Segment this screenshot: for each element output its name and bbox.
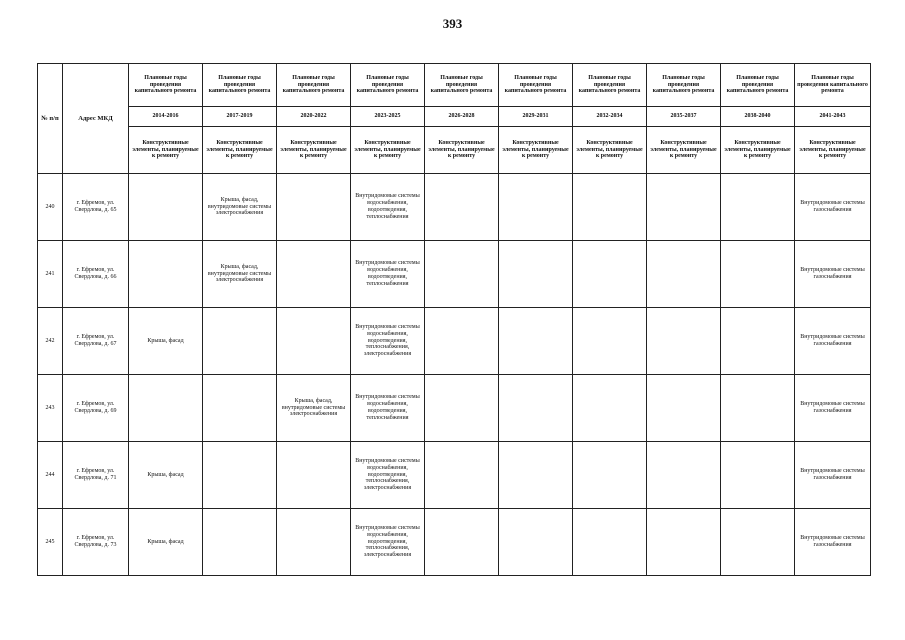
table-row bbox=[38, 375, 871, 442]
repair-elements-cell bbox=[721, 241, 795, 308]
repair-elements-cell bbox=[573, 308, 647, 375]
repair-elements-cell bbox=[277, 174, 351, 241]
repair-elements-cell bbox=[129, 375, 203, 442]
repair-elements-cell bbox=[277, 442, 351, 509]
table-row bbox=[38, 241, 871, 308]
header-elements-label: Конструктивные элементы, планируемые к ремонту bbox=[203, 127, 277, 174]
repair-elements-cell bbox=[647, 174, 721, 241]
repair-elements-cell bbox=[425, 174, 499, 241]
repair-elements-cell bbox=[647, 442, 721, 509]
header-plan-label: Плановые годы проведения капитального ремонта bbox=[499, 64, 573, 107]
row-address: г. Ефремов, ул. Свердлова, д. 66 bbox=[63, 241, 129, 308]
repair-elements-cell bbox=[573, 241, 647, 308]
repair-elements-cell: Крыша, фасад, внутридомовые системы электроснабжения bbox=[277, 375, 351, 442]
repair-elements-cell bbox=[499, 509, 573, 576]
header-elements-label: Конструктивные элементы, планируемые к ремонту bbox=[499, 127, 573, 174]
repair-elements-cell bbox=[721, 442, 795, 509]
repair-elements-cell bbox=[573, 509, 647, 576]
repair-elements-cell: Внутридомовые системы газоснабжения bbox=[795, 375, 871, 442]
header-years-label: 2038-2040 bbox=[721, 107, 795, 127]
repair-elements-cell: Внутридомовые системы газоснабжения bbox=[795, 241, 871, 308]
repair-elements-cell bbox=[647, 241, 721, 308]
repair-elements-cell: Внутридомовые системы водоснабжения, водоотведения, теплоснабжения bbox=[351, 174, 425, 241]
header-plan-label: Плановые годы проведения капитального ремонта bbox=[129, 64, 203, 107]
repair-elements-cell bbox=[277, 241, 351, 308]
repair-elements-cell bbox=[425, 509, 499, 576]
row-address: г. Ефремов, ул. Свердлова, д. 65 bbox=[63, 174, 129, 241]
column-header-number: № п/п bbox=[38, 64, 63, 174]
column-header-address: Адрес МКД bbox=[63, 64, 129, 174]
table-row bbox=[38, 174, 871, 241]
repair-elements-cell bbox=[721, 509, 795, 576]
repair-elements-cell: Крыша, фасад, внутридомовые системы электроснабжения bbox=[203, 241, 277, 308]
repair-elements-cell: Внутридомовые системы водоснабжения, водоотведения, теплоснабжения, электроснабжения bbox=[351, 442, 425, 509]
repair-elements-cell bbox=[721, 308, 795, 375]
header-plan-label: Плановые годы проведения капитального ремонта bbox=[277, 64, 351, 107]
repair-elements-cell: Внутридомовые системы водоснабжения, водоотведения, теплоснабжения bbox=[351, 375, 425, 442]
header-plan-label: Плановые годы проведения капитального ремонта bbox=[351, 64, 425, 107]
header-elements-label: Конструктивные элементы, планируемые к ремонту bbox=[721, 127, 795, 174]
table-body bbox=[38, 174, 871, 576]
repair-elements-cell bbox=[721, 174, 795, 241]
repair-elements-cell bbox=[129, 241, 203, 308]
repair-elements-cell: Внутридомовые системы газоснабжения bbox=[795, 174, 871, 241]
repair-elements-cell: Внутридомовые системы газоснабжения bbox=[795, 442, 871, 509]
header-years-label: 2041-2043 bbox=[795, 107, 871, 127]
repair-elements-cell bbox=[425, 375, 499, 442]
repair-elements-cell bbox=[277, 509, 351, 576]
repair-elements-cell: Крыша, фасад bbox=[129, 442, 203, 509]
header-elements-label: Конструктивные элементы, планируемые к ремонту bbox=[129, 127, 203, 174]
header-plan-label: Плановые годы проведения капитального ремонта bbox=[721, 64, 795, 107]
repair-elements-cell bbox=[499, 375, 573, 442]
repair-elements-cell: Крыша, фасад, внутридомовые системы электроснабжения bbox=[203, 174, 277, 241]
row-address: г. Ефремов, ул. Свердлова, д. 73 bbox=[63, 509, 129, 576]
header-years-label: 2026-2028 bbox=[425, 107, 499, 127]
header-years-label: 2029-2031 bbox=[499, 107, 573, 127]
header-plan-label: Плановые годы проведения капитального ремонта bbox=[573, 64, 647, 107]
header-years-label: 2032-2034 bbox=[573, 107, 647, 127]
header-elements-label: Конструктивные элементы, планируемые к ремонту bbox=[277, 127, 351, 174]
repair-elements-cell bbox=[203, 375, 277, 442]
repair-elements-cell bbox=[647, 509, 721, 576]
repair-elements-cell bbox=[425, 241, 499, 308]
repair-elements-cell: Внутридомовые системы газоснабжения bbox=[795, 308, 871, 375]
header-elements-label: Конструктивные элементы, планируемые к ремонту bbox=[351, 127, 425, 174]
repair-elements-cell bbox=[499, 308, 573, 375]
repair-elements-cell bbox=[425, 308, 499, 375]
repair-elements-cell: Крыша, фасад bbox=[129, 308, 203, 375]
header-plan-label: Плановые годы проведения капитального ремонта bbox=[795, 64, 871, 107]
repair-elements-cell bbox=[203, 509, 277, 576]
repair-elements-cell bbox=[721, 375, 795, 442]
table-row bbox=[38, 308, 871, 375]
row-number: 243 bbox=[38, 375, 63, 442]
row-number: 240 bbox=[38, 174, 63, 241]
repair-elements-cell: Внутридомовые системы водоснабжения, водоотведения, теплоснабжения bbox=[351, 241, 425, 308]
repair-elements-cell bbox=[203, 308, 277, 375]
row-address: г. Ефремов, ул. Свердлова, д. 67 bbox=[63, 308, 129, 375]
repair-elements-cell bbox=[499, 442, 573, 509]
header-plan-label: Плановые годы проведения капитального ремонта bbox=[425, 64, 499, 107]
header-elements-label: Конструктивные элементы, планируемые к ремонту bbox=[795, 127, 871, 174]
repair-elements-cell bbox=[499, 174, 573, 241]
row-address: г. Ефремов, ул. Свердлова, д. 71 bbox=[63, 442, 129, 509]
row-number: 245 bbox=[38, 509, 63, 576]
header-years-label: 2023-2025 bbox=[351, 107, 425, 127]
repair-elements-cell bbox=[203, 442, 277, 509]
repair-elements-cell: Крыша, фасад bbox=[129, 509, 203, 576]
header-plan-label: Плановые годы проведения капитального ремонта bbox=[203, 64, 277, 107]
header-years-label: 2020-2022 bbox=[277, 107, 351, 127]
row-number: 241 bbox=[38, 241, 63, 308]
repair-elements-cell bbox=[573, 442, 647, 509]
header-elements-label: Конструктивные элементы, планируемые к ремонту bbox=[647, 127, 721, 174]
header-years-label: 2035-2037 bbox=[647, 107, 721, 127]
repair-elements-cell bbox=[499, 241, 573, 308]
repair-elements-cell: Внутридомовые системы водоснабжения, водоотведения, теплоснабжения, электроснабжения bbox=[351, 509, 425, 576]
header-elements-label: Конструктивные элементы, планируемые к ремонту bbox=[573, 127, 647, 174]
header-plan-label: Плановые годы проведения капитального ремонта bbox=[647, 64, 721, 107]
capital-repair-plan-table bbox=[37, 63, 871, 576]
table-header bbox=[38, 64, 871, 174]
repair-elements-cell: Внутридомовые системы водоснабжения, водоотведения, теплоснабжения, электроснабжения bbox=[351, 308, 425, 375]
header-elements-label: Конструктивные элементы, планируемые к ремонту bbox=[425, 127, 499, 174]
table-row bbox=[38, 442, 871, 509]
repair-elements-cell bbox=[647, 375, 721, 442]
row-number: 242 bbox=[38, 308, 63, 375]
row-number: 244 bbox=[38, 442, 63, 509]
repair-elements-cell bbox=[573, 375, 647, 442]
header-years-label: 2017-2019 bbox=[203, 107, 277, 127]
repair-elements-cell bbox=[647, 308, 721, 375]
repair-elements-cell bbox=[277, 308, 351, 375]
repair-elements-cell: Внутридомовые системы газоснабжения bbox=[795, 509, 871, 576]
row-address: г. Ефремов, ул. Свердлова, д. 69 bbox=[63, 375, 129, 442]
repair-elements-cell bbox=[129, 174, 203, 241]
repair-elements-cell bbox=[425, 442, 499, 509]
table-row bbox=[38, 509, 871, 576]
header-years-label: 2014-2016 bbox=[129, 107, 203, 127]
page-number: 393 bbox=[442, 16, 463, 31]
repair-elements-cell bbox=[573, 174, 647, 241]
